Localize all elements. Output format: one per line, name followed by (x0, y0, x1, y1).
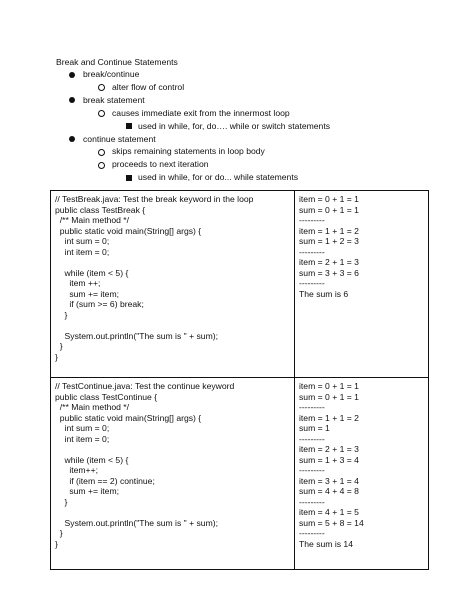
code-line: int sum = 0; (55, 236, 110, 246)
output-line: sum = 3 + 3 = 6 (299, 267, 359, 278)
code-line: int item = 0; (55, 433, 110, 444)
hollow-circle-bullet-icon (98, 110, 105, 117)
hollow-circle-bullet-icon (98, 149, 105, 156)
code-line: if (sum >= 6) break; (55, 299, 144, 309)
output-line: item = 1 + 1 = 2 (299, 225, 359, 236)
code-line: public static void main(String[] args) { (55, 225, 202, 236)
code-line: } (55, 528, 63, 538)
output-line: sum = 5 + 8 = 14 (299, 517, 364, 528)
code-line (55, 257, 290, 268)
output-line: --------- (299, 278, 325, 288)
output-cell-continue (295, 378, 429, 570)
table-row-continue (51, 378, 429, 570)
code-line: public static void main(String[] args) { (55, 412, 202, 423)
output-cell-break (295, 191, 429, 378)
code-line (55, 507, 290, 518)
output-line: item = 3 + 1 = 4 (299, 475, 359, 486)
output-line: item = 0 + 1 = 1 (299, 194, 359, 204)
code-line: item++; (55, 465, 98, 475)
table-row-break (51, 191, 429, 378)
filled-circle-bullet-icon (69, 136, 75, 142)
outline-item: proceeds to next iteration (112, 159, 209, 170)
code-line: } (55, 351, 58, 362)
hollow-circle-bullet-icon (98, 162, 105, 169)
filled-circle-bullet-icon (69, 72, 75, 78)
code-line: int sum = 0; (55, 423, 110, 433)
code-line: } (55, 309, 68, 320)
output-line: --------- (299, 528, 325, 538)
outline-item: used in while, for or do... while statements (138, 172, 299, 183)
output-block (299, 194, 424, 299)
output-line: item = 2 + 1 = 3 (299, 257, 359, 267)
output-line: item = 4 + 1 = 5 (299, 507, 359, 517)
output-line: --------- (299, 496, 325, 507)
output-line: The sum is 14 (299, 538, 353, 549)
code-cell-continue (51, 378, 295, 570)
output-line: --------- (299, 215, 325, 225)
output-line: item = 0 + 1 = 1 (299, 381, 359, 391)
outline-item: break statement (83, 94, 145, 105)
output-line: sum = 1 + 3 = 4 (299, 454, 359, 465)
code-line: } (55, 341, 63, 351)
output-line: sum = 0 + 1 = 1 (299, 391, 359, 402)
code-line: // TestBreak.java: Test the break keyword in the loop (55, 194, 254, 204)
filled-circle-bullet-icon (69, 97, 75, 103)
code-line: // TestContinue.java: Test the continue keyword (55, 381, 235, 391)
code-block (55, 194, 290, 362)
outline-item: used in while, for, do…. while or switch statements (138, 120, 331, 131)
code-line: while (item < 5) { (55, 267, 129, 278)
outline-item: skips remaining statements in loop body (112, 146, 265, 157)
code-line: /** Main method */ (55, 402, 130, 412)
output-line: --------- (299, 402, 325, 412)
hollow-circle-bullet-icon (98, 84, 105, 91)
code-line: public class TestBreak { (55, 204, 146, 215)
code-line: if (item == 2) continue; (55, 475, 155, 486)
output-line: --------- (299, 246, 325, 257)
code-block (55, 381, 290, 549)
output-line: item = 1 + 1 = 2 (299, 412, 359, 423)
code-line: while (item < 5) { (55, 454, 129, 465)
output-line: item = 2 + 1 = 3 (299, 444, 359, 454)
output-line: The sum is 6 (299, 288, 349, 299)
outline-item: causes immediate exit from the innermost loop (112, 107, 290, 118)
code-line: item ++; (55, 278, 101, 288)
output-line: --------- (299, 465, 325, 475)
filled-square-bullet-icon (126, 123, 132, 129)
output-line: sum = 0 + 1 = 1 (299, 204, 359, 215)
output-line: sum = 1 (299, 423, 330, 433)
output-block (299, 381, 424, 549)
outline-item: break/continue (83, 69, 140, 79)
code-cell-break (51, 191, 295, 378)
code-line (55, 444, 290, 455)
outline-item: continue statement (83, 133, 156, 144)
examples-table (50, 190, 429, 570)
code-line: sum += item; (55, 486, 119, 496)
code-line: /** Main method */ (55, 215, 130, 225)
output-line: sum = 4 + 4 = 8 (299, 486, 359, 496)
code-line: int item = 0; (55, 246, 110, 257)
code-line: public class TestContinue { (55, 391, 158, 402)
page-title: Break and Continue Statements (56, 57, 178, 67)
code-line: } (55, 496, 68, 507)
code-line (55, 320, 290, 331)
code-line: } (55, 538, 58, 549)
code-line: sum += item; (55, 288, 119, 299)
code-line: System.out.println("The sum is " + sum); (55, 330, 218, 341)
output-line: --------- (299, 433, 325, 444)
outline-item: alter flow of control (112, 81, 185, 92)
filled-square-bullet-icon (126, 175, 132, 181)
code-line: System.out.println("The sum is " + sum); (55, 517, 218, 528)
output-line: sum = 1 + 2 = 3 (299, 236, 359, 246)
